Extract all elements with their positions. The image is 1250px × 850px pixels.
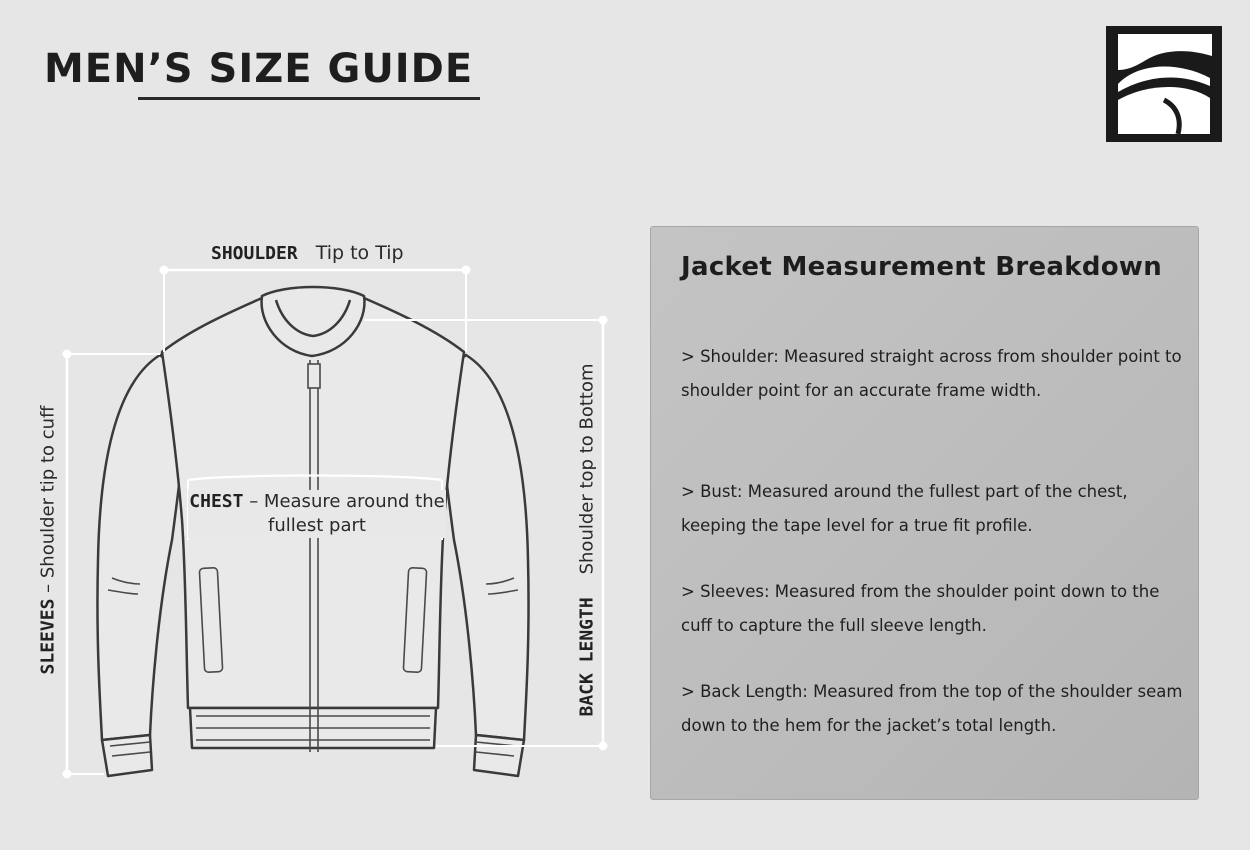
sleeves-label-name: SLEEVES <box>37 598 59 675</box>
zipper-pull <box>308 364 320 388</box>
chest-label-name: CHEST <box>189 491 244 512</box>
panel-item-sleeves: > Sleeves: Measured from the shoulder point down to the cuff to capture the full sleeve length. <box>681 582 1160 635</box>
shoulder-label <box>211 242 404 264</box>
left-cuff <box>102 735 152 776</box>
right-cuff <box>474 735 524 776</box>
s-logo-icon <box>1106 26 1222 142</box>
shoulder-label-detail: Tip to Tip <box>315 242 404 264</box>
panel-item-shoulder: > Shoulder: Measured straight across from shoulder point to shoulder point for an accurate frame width. <box>681 347 1182 400</box>
chest-label-detail: – Measure around the fullest part <box>249 491 445 536</box>
back-length-label <box>577 363 598 716</box>
chest-label <box>188 490 446 538</box>
back-length-label-detail: Shoulder top to Bottom <box>576 363 598 575</box>
sleeves-label-detail: – Shoulder tip to cuff <box>37 405 59 593</box>
back-length-label-name: BACK LENGTH <box>576 597 598 717</box>
panel-title: Jacket Measurement Breakdown <box>681 252 1163 282</box>
sleeves-label <box>38 406 59 675</box>
panel-item-back-length: > Back Length: Measured from the top of the shoulder seam down to the hem for the jacket’s total length. <box>681 682 1183 735</box>
shoulder-label-name: SHOULDER <box>211 243 298 264</box>
panel-item-bust: > Bust: Measured around the fullest part of the chest, keeping the tape level for a true fit profile. <box>681 482 1128 535</box>
measurement-panel <box>650 226 1199 800</box>
page-title: MEN’S SIZE GUIDE <box>44 46 474 92</box>
